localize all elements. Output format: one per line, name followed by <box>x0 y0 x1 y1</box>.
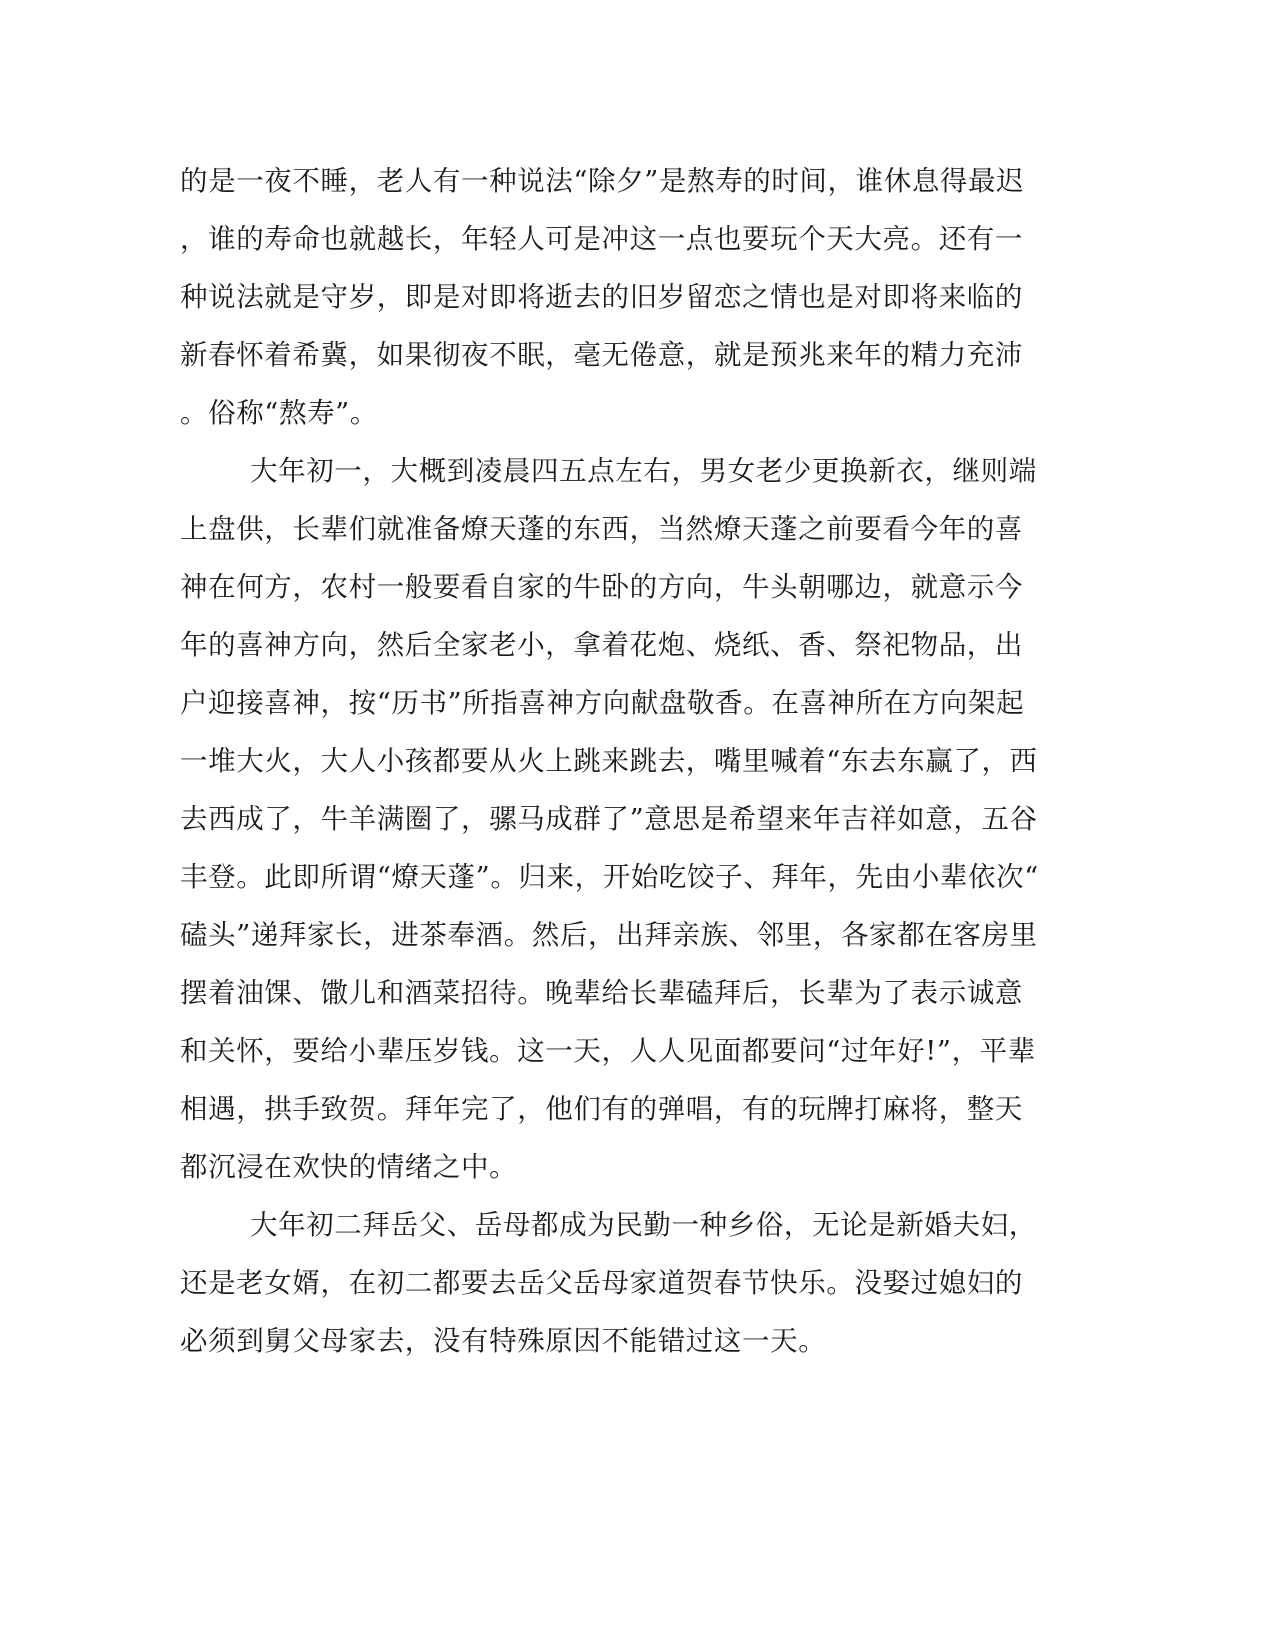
text-line: ，谁的寿命也就越长，年轻人可是冲这一点也要玩个天大亮。还有一 <box>180 223 1023 255</box>
text-line: 上盘供，长辈们就准备燎天蓬的东西，当然燎天蓬之前要看今年的喜 <box>180 513 1023 545</box>
text-line: 种说法就是守岁，即是对即将逝去的旧岁留恋之情也是对即将来临的 <box>180 281 1023 313</box>
body-text <box>180 152 1040 1370</box>
text-line: 必须到舅父母家去，没有特殊原因不能错过这一天。 <box>180 1325 827 1357</box>
text-line: 大年初一，大概到凌晨四五点左右，男女老少更换新衣，继则端 <box>250 455 1037 487</box>
text-line: 和关怀，要给小辈压岁钱。这一天，人人见面都要问“过年好!”，平辈 <box>180 1035 1036 1067</box>
text-line: 丰登。此即所谓“燎天蓬”。归来，开始吃饺子、拜年，先由小辈依次“ <box>180 861 1039 893</box>
text-line: 大年初二拜岳父、岳母都成为民勤一种乡俗，无论是新婚夫妇， <box>250 1209 1037 1241</box>
text-line: 新春怀着希冀，如果彻夜不眠，毫无倦意，就是预兆来年的精力充沛 <box>180 339 1023 371</box>
paragraph-3 <box>180 1196 1040 1370</box>
text-line: 。俗称“熬寿”。 <box>180 397 378 429</box>
text-line: 磕头”递拜家长，进茶奉酒。然后，出拜亲族、邻里，各家都在客房里 <box>180 919 1038 951</box>
text-line: 的是一夜不睡，老人有一种说法“除夕”是熬寿的时间，谁休息得最迟 <box>180 165 1025 197</box>
paragraph-2 <box>180 442 1040 1196</box>
text-line: 都沉浸在欢快的情绪之中。 <box>180 1151 518 1183</box>
text-line: 摆着油馃、馓儿和酒菜招待。晚辈给长辈磕拜后，长辈为了表示诚意 <box>180 977 1023 1009</box>
text-line: 年的喜神方向，然后全家老小，拿着花炮、烧纸、香、祭祀物品，出 <box>180 629 1023 661</box>
text-line: 一堆大火，大人小孩都要从火上跳来跳去，嘴里喊着“东去东赢了，西 <box>180 745 1038 777</box>
text-line: 相遇，拱手致贺。拜年完了，他们有的弹唱，有的玩牌打麻将，整天 <box>180 1093 1023 1125</box>
text-line: 神在何方，农村一般要看自家的牛卧的方向，牛头朝哪边，就意示今 <box>180 571 1023 603</box>
text-line: 户迎接喜神，按“历书”所指喜神方向献盘敬香。在喜神所在方向架起 <box>180 687 1025 719</box>
text-line: 去西成了，牛羊满圈了，骡马成群了”意思是希望来年吉祥如意，五谷 <box>180 803 1038 835</box>
paragraph-1 <box>180 152 1040 442</box>
text-line: 还是老女婿，在初二都要去岳父岳母家道贺春节快乐。没娶过媳妇的 <box>180 1267 1023 1299</box>
